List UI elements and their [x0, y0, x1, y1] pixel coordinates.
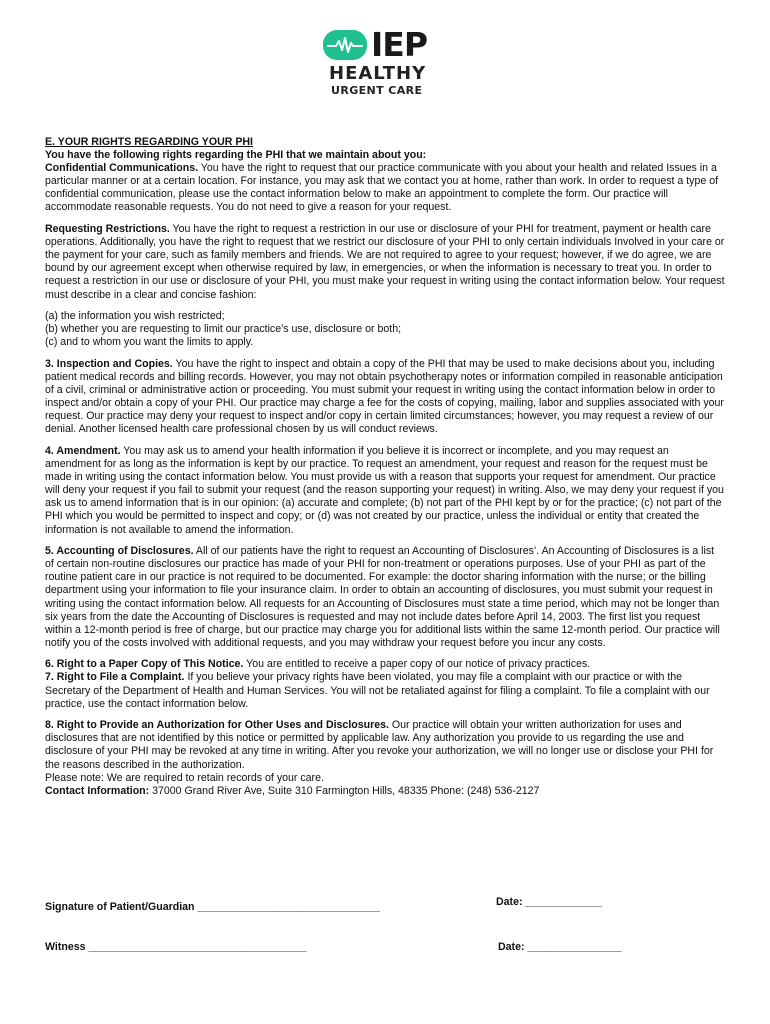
intro-text: You have the following rights regarding the PHI that we maintain about you:	[45, 149, 427, 162]
logo-urgent-care-text: URGENT CARE	[331, 84, 423, 97]
authorization-text: Our practice will obtain your written authorization for uses and disclosures that are not identified by this notice or permitted by applicable law. Any authorization you provide to us regarding the use and disclosure of your PHI may be revoked at any time in writing. After you revoke your authorization, we will no longer use or disclose your PHI for the reasons described in the authorization.	[45, 719, 714, 771]
accounting-text: All of our patients have the right to request an Accounting of Disclosures’. An Accounting of Disclosures is a list of certain non-routine disclosures our practice has made of your PHI for non-treatment or operations purposes. Use of your PHI as part of the routine patient care in our practice is not required to be documented. For example: the doctor sharing information with the nurse; or the billing department using your information to file your insurance claim. In order to obtain an accounting of disclosures, you must submit your request in writing using the contact information below. All requests for an Accounting of Disclosures must state a time period, which may not be longer than six years from the date the Accounting of Disclosures is requested and may not include dates before April 14, 2003. The first list you request within a 12-month period is free of charge, but our practice may charge you for additional lists within the same 12-month period. Our practice will notify you of the costs involved with additional requests, and you may withdraw your request before you incur any costs.	[45, 545, 720, 649]
document-body	[45, 136, 725, 798]
retain-records-note: Please note: We are required to retain records of your care.	[45, 771, 324, 784]
inspection-heading: 3. Inspection and Copies.	[45, 357, 173, 370]
inspection-paragraph	[45, 358, 725, 437]
restrictions-text: You have the right to request a restriction in our use or disclosure of your PHI for treatment, payment or health care operations. Additionally, you have the right to request that we restrict our disclosure of your PHI to only certain individuals Involved in your care or the payment for your care, such as family members and friends. We are not required to agree to your request; however, if we do agree, we are bound by our agreement except when otherwise required by law, in emergencies, or when the information is necessary to treat you. In order to request a restriction in our use or disclosure of your PHI, you must make your request in writing using the contact information below. Your request must describe in a clear and concise fashion:	[45, 223, 725, 301]
restrictions-heading: Requesting Restrictions.	[45, 223, 170, 236]
paper-copy-text: You are entitled to receive a paper copy of our notice of privacy practices.	[243, 658, 591, 671]
confidential-heading: Confidential Communications.	[45, 162, 199, 175]
witness-signature-line[interactable]: Witness _____________________________________	[45, 941, 307, 953]
heartbeat-pulse-icon	[323, 30, 367, 60]
list-item-b: (b) whether you are requesting to limit our practice’s use, disclosure or both;	[45, 323, 402, 336]
logo-iep-text: IEP	[371, 25, 428, 64]
inspection-text: You have the right to inspect and obtain a copy of the PHI that may be used to make decisions about you, including patient medical records and billing records. However, you may not obtain psychotherapy notes or information compiled in reasonable anticipation of a civil, criminal or administrative action or proceeding. You must submit your request in writing using the contact information below in order to inspect and/or obtain a copy of your PHI. Our practice may charge a fee for the costs of copying, mailing, labor and supplies associated with your request. Our practice may deny your request to inspect and/or copy in certain limited circumstances; however, you may request a review of our denial. Another licensed health care professional chosen by us will conduct reviews.	[45, 357, 724, 436]
complaint-heading: 7. Right to File a Complaint.	[45, 671, 185, 684]
paper-copy-heading: 6. Right to a Paper Copy of This Notice.	[45, 658, 244, 671]
authorization-paragraph	[45, 719, 725, 771]
logo-healthy-text: HEALTHY	[329, 63, 427, 84]
confidential-text: You have the right to request that our practice communicate with you about your health and related Issues in a particular manner or at a certain location. For instance, you may ask that we contact you at home, rather than work. In order to request a type of confidential communication, please use the contact information below to make an appointment to complete the form. Our practice will accommodate reasonable requests. You do not need to give a reason for your request.	[45, 162, 719, 214]
list-item-a: (a) the information you wish restricted;	[45, 310, 225, 323]
patient-signature-line[interactable]: Signature of Patient/Guardian _______________________________	[45, 901, 381, 913]
accounting-paragraph	[45, 545, 725, 650]
list-item-c: (c) and to whom you want the limits to apply.	[45, 336, 254, 349]
patient-date-line[interactable]: Date: _____________	[496, 896, 603, 908]
accounting-heading: 5. Accounting of Disclosures.	[45, 545, 194, 558]
contact-text: 37000 Grand River Ave, Suite 310 Farmington Hills, 48335 Phone: (248) 536-2127	[149, 784, 540, 797]
witness-date-line[interactable]: Date: ________________	[498, 941, 622, 953]
logo	[323, 26, 438, 98]
amendment-heading: 4. Amendment.	[45, 444, 121, 457]
paper-copy-paragraph	[45, 658, 725, 671]
authorization-heading: 8. Right to Provide an Authorization for Other Uses and Disclosures.	[45, 719, 389, 732]
amendment-text: You may ask us to amend your health information if you believe it is incorrect or incomplete, and you may request an amendment for as long as the information is kept by our practice. To request an amendment, your request and reason for the request must be made in writing using the contact information below. You must provide us with a reason that supports your request for amendment. Our practice will deny your request if you fail to submit your request (and the reason supporting your request) in writing. Also, we may deny your request if you ask us to amend information that is in our opinion: (a) accurate and complete; (b) not part of the PHI kept by or for the practice; (c) not part of the PHI which you would be permitted to inspect and copy; or (d) was not created by our practice, unless the individual or entity that created the information is not available to amend the information.	[45, 444, 724, 536]
confidential-paragraph	[45, 162, 725, 214]
contact-label: Contact Information:	[45, 784, 150, 797]
contact-paragraph	[45, 785, 725, 798]
section-title: E. YOUR RIGHTS REGARDING YOUR PHI	[45, 136, 253, 148]
complaint-paragraph	[45, 671, 725, 710]
restrictions-paragraph	[45, 223, 725, 302]
amendment-paragraph	[45, 445, 725, 537]
complaint-text: If you believe your privacy rights have been violated, you may file a complaint with our practice or with the Secretary of the Department of Health and Human Services. You will not be retaliated against for filing a complaint. To file a complaint with our practice, use the contact information below.	[45, 671, 710, 710]
